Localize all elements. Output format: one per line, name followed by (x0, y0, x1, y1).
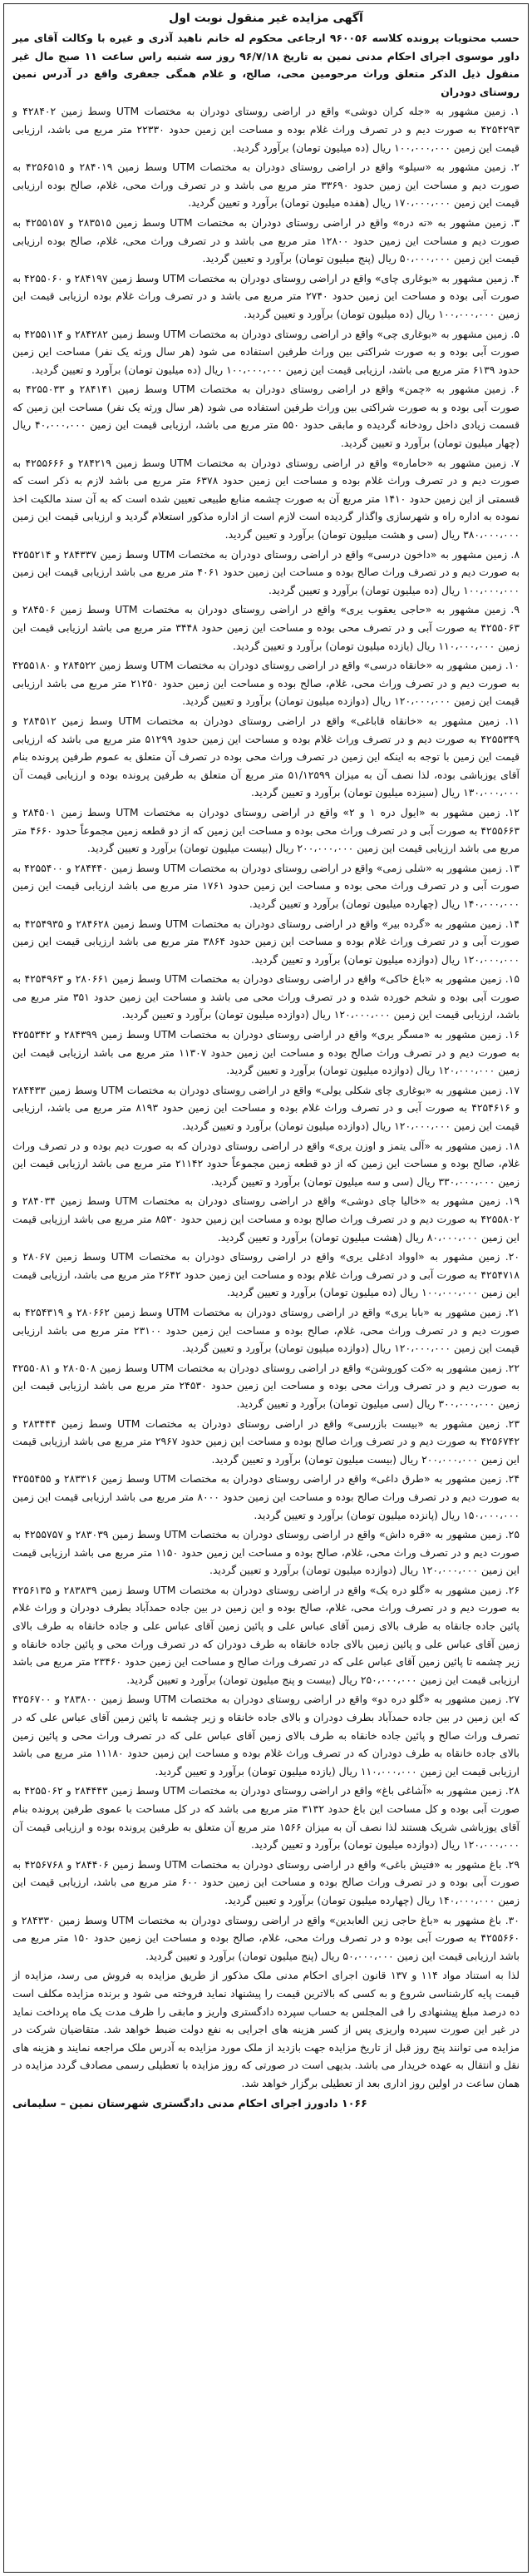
property-item: ۹. زمین مشهور به «حاجی یعقوب یری» واقع در اراضی روستای دودران به مختصات UTM وسط زمین ۲۸۴۵۰۶ و ۴۲۵۵۰۶۳ به صورت آبی و در تصرف محی بوده و مساحت این زمین حدود ۳۴۴۸ متر مربع می باشد ارزیابی قیمت این زمین ۱۱۰،۰۰۰،۰۰۰ ریال (یازده میلیون تومان) برآورد و تعیین گردید. (12, 603, 520, 652)
property-item: ۳۰. باغ مشهور به «باغ حاجی زین العابدین» واقع در اراضی روستای دودران به مختصات UTM وسط زمین ۲۸۴۳۳۰ و ۴۲۵۵۶۶۰ به صورت آبی بوده و در تصرف وراث محی، غلام، صالح بوده و مساحت این زمین حدود ۱۵۰ متر مربع می باشد ارزیابی قیمت این زمین ۵۰،۰۰۰،۰۰۰ ریال (پنج میلیون تومان) برآورد و تعیین گردید. (12, 1913, 520, 1962)
property-item: ۱۲. زمین مشهور به «ایول دره ۱ و ۲» واقع در اراضی روستای دودران به مختصات UTM وسط زمین ۲۸۴۵۰۱ و ۴۲۵۵۶۶۳ به صورت آبی و در تصرف وراث محی بوده و مساحت این زمین که از دو قطعه زمین مجموعاً حدود ۴۶۶۰ متر مربع می باشد ارزیابی قیمت این زمین ۲۰۰،۰۰۰،۰۰۰ ریال (بیست میلیون تومان) برآورد و تعیین گردید. (12, 805, 520, 855)
property-item: ۱۹. زمین مشهور به «خالیا چای دوشی» واقع در اراضی روستای دودران به مختصات UTM وسط زمین ۲۸۴۰۳۴ و ۴۲۵۵۸۰۲ به صورت دیم و در تصرف وراث صالح بوده و مساحت این زمین حدود ۸۵۳۰ متر مربع می باشد ارزیابی قیمت این زمین ۸۰،۰۰۰،۰۰۰ ریال (هشت میلیون تومان) برآورد و تعیین گردید. (12, 1194, 520, 1244)
property-item: ۱۱. زمین مشهور به «خانقاه قاباغی» واقع در اراضی روستای دودران به مختصات UTM وسط زمین ۲۸۴۵۱۲ و ۴۲۵۵۳۴۹ به صورت دیم و در تصرف وراث غلام بوده و مساحت این زمین حدود ۵۱۲۹۹ متر مربع می باشد که ارزیابی قیمت این زمین با توجه به اینکه این زمین در تصرف وراث محی بوده در تصرف آن متعلق به عموم طرفین پرونده بنام آقای یوزباشی بوده، لذا نصف آن به میزان ۵۱/۱۲۵۹۹ متر مربع آن متعلق به طرفین پرونده بوده و ارزیابی قیمت آن ۱۳۰،۰۰۰،۰۰۰ ریال (سیزده میلیون تومان) برآورد و تعیین گردید. (12, 714, 520, 799)
property-item: ۱۸. زمین مشهور به «آلی یتمز و اوزن یری» واقع در اراضی روستای دودران که به صورت دیم بوده و در تصرف وراث غلام، صالح بوده و مساحت این زمین که از دو قطعه زمین مجموعاً حدود ۲۱۱۴۲ متر مربع می باشد ارزیابی قیمت این زمین ۳۳۰،۰۰۰،۰۰۰ ریال (سی و سه میلیون تومان) برآورد و تعیین گردید. (12, 1139, 520, 1188)
property-item: ۲۱. زمین مشهور به «بابا یری» واقع در اراضی روستای دودران به مختصات UTM وسط زمین ۲۸۰۶۶۲ و ۴۲۵۴۳۱۹ به صورت دیم و در تصرف وراث محی، غلام، صالح بوده و مساحت این زمین حدود ۲۳۱۰۰ متر مربع می باشد ارزیابی قیمت این زمین ۱۲۰،۰۰۰،۰۰۰ ریال (دوازده میلیون تومان) برآورد و تعیین گردید. (12, 1305, 520, 1355)
property-item: ۴. زمین مشهور به «بوغاری چای» واقع در اراضی روستای دودران به مختصات UTM وسط زمین ۲۸۴۱۹۷ و ۴۲۵۵۰۶۰ به صورت آبی بوده و مساحت این زمین حدود ۲۷۴۰ متر مربع می باشد و در تصرف وراث غلام بوده ارزیابی قیمت این زمین ۱۰۰،۰۰۰،۰۰۰ ریال (ده میلیون تومان) برآورد و تعیین گردید. (12, 271, 520, 320)
property-item: ۱۳. زمین مشهور به «شلی زمی» واقع در اراضی روستای دودران به مختصات UTM وسط زمین ۲۸۴۴۴۰ و ۴۲۵۵۴۰۰ به صورت آبی و در تصرف وراث محی بوده و مساحت این زمین حدود ۱۷۶۱ متر مربع می باشد ارزیابی قیمت این زمین ۱۴۰،۰۰۰،۰۰۰ ریال (چهارده میلیون تومان) برآورد و تعیین گردید. (12, 861, 520, 910)
property-item: ۱۵. زمین مشهور به «باغ خاکی» واقع در اراضی روستای دودران به مختصات UTM وسط زمین ۲۸۰۶۶۱ و ۴۲۵۴۹۶۳ به صورت آبی بوده و شخم خورده شده و در تصرف وراث محی می باشد و مساحت این زمین حدود ۳۵۱ متر مربع می باشد، ارزیابی قیمت این زمین ۱۲۰،۰۰۰،۰۰۰ ریال (دوازده میلیون تومان) برآورد و تعیین گردید. (12, 972, 520, 1021)
property-item: ۲۸. زمین مشهور به «آشاغی باغ» واقع در اراضی روستای دودران به مختصات UTM وسط زمین ۲۸۴۴۴۳ و ۴۲۵۵۰۶۲ به صورت آبی بوده و کل مساحت این باغ حدود ۳۱۳۲ متر مربع می باشد که در کل مساحت با عموی طرفین پرونده بنام آقای یوزباشی شریک هستند لذا نصف آن به میزان ۱۵۶۶ متر مربع آن متعلق به طرفین پرونده بوده و ارزیابی قیمت آن ۱۲۰،۰۰۰،۰۰۰ ریال (دوازده میلیون تومان) برآورد و تعیین گردید. (12, 1784, 520, 1852)
property-item: ۵. زمین مشهور به «بوغاری چی» واقع در اراضی روستای دودران به مختصات UTM وسط زمین ۲۸۴۲۸۲ و ۴۲۵۵۱۱۴ به صورت آبی بوده و به صورت شراکتی بین وراث طرفین استفاده می شود (هر سال ورثه یک نفر) مساحت این زمین حدود ۶۱۳۹ متر مربع می باشد، ارزیابی قیمت این زمین ۱۰۰،۰۰۰،۰۰۰ ریال (ده میلیون تومان) برآورد و تعیین گردید. (12, 327, 520, 376)
property-item: ۲۶. زمین مشهور به «گلو دره یک» واقع در اراضی روستای دودران به مختصات UTM وسط زمین ۲۸۳۸۳۹ و ۴۲۵۶۱۳۵ به صورت دیم و در تصرف وراث محی، غلام، صالح بوده و این زمین در بین جاده حمدآباد بطرف دودران و وراث غلام پائین جاده جانقاه به طرف بالای زمین آقای عباس علی و پائین زمین آقای عباس علی و جاده خانقاه به طرف بالای زمین آقای عباس علی و پائین زمین بالای جاده خانقاه به طرف دودران که در تصرف وراث محی و پائین جاده خانقاه و زیر چشمه تا پائین زمین آقای عباس علی که در تصرف وراث صالح و مساحت این زمین حدود ۲۳۴۶۰ متر مربع می باشد ارزیابی قیمت این زمین ۲۵۰،۰۰۰،۰۰۰ ریال (بیست و پنج میلیون تومان) برآورد و تعیین گردید. (12, 1583, 520, 1686)
property-item: ۲۰. زمین مشهور به «اوواد ادغلی یری» واقع در اراضی روستای دودران به مختصات UTM وسط زمین ۲۸۰۶۷ و ۴۲۵۴۷۱۸ به صورت آبی و در تصرف وراث غلام بوده و مساحت این زمین حدود ۲۶۴۲ متر مربع می باشد، ارزیابی قیمت این زمین ۱۰۰،۰۰۰،۰۰۰ ریال (ده میلیون تومان) برآورد و تعیین گردید. (12, 1250, 520, 1299)
auction-terms: لذا به استناد مواد ۱۱۴ و ۱۳۷ قانون اجرای احکام مدنی ملک مذکور از طریق مزایده به فروش می رسد، مزایده از قیمت پایه کارشناسی شروع و به کسی که بالاترین قیمت را پیشنهاد نماید فروخته می شود و برنده مزایده مکلف است ده درصد مبلغ پیشنهادی را فی المجلس به حساب سپرده دادگستری واریز و مابقی را ظرف مدت یک ماه پرداخت نماید در غیر این صورت سپرده واریزی پس از کسر هزینه های اجرایی به نفع دولت ضبط خواهد شد. متقاضیان شرکت در مزایده می توانند پنج روز قبل از تاریخ مزایده جهت بازدید از ملک مورد مزایده به آدرس ملک مراجعه نمایند و هزینه های نقل و انتقال به عهده خریدار می باشد. بدیهی است در صورتی که روز مزایده با تعطیلی رسمی مصادف گردد مزایده در همان ساعت در اولین روز اداری بعد از تعطیلی برگزار خواهد شد. (12, 1969, 520, 2089)
property-item: ۱۶. زمین مشهور به «مسگر یری» واقع در اراضی روستای دودران به مختصات UTM وسط زمین ۲۸۴۳۹۹ و ۴۲۵۵۳۴۲ به صورت دیم و در تصرف وراث صالح بوده و مساحت این زمین حدود ۱۱۳۰۷ متر مربع می باشد ارزیابی قیمت این زمین ۱۲۰،۰۰۰،۰۰۰ ریال (دوازده میلیون تومان) برآورد و تعیین گردید. (12, 1028, 520, 1077)
property-item: ۸. زمین مشهور به «داخون درسی» واقع در اراضی روستای دودران به مختصات UTM وسط زمین ۲۸۴۳۳۷ و ۴۲۵۵۲۱۴ به صورت دیم و در تصرف وراث صالح بوده و مساحت این زمین حدود ۴۰۶۱ متر مربع می باشد ارزیابی قیمت این زمین ۱۰۰،۰۰۰،۰۰۰ ریال (ده میلیون تومان) برآورد و تعیین گردید. (12, 547, 520, 596)
property-item: ۲۷. زمین مشهور به «گلو دره دو» واقع در اراضی روستای دودران به مختصات UTM وسط زمین ۲۸۳۸۰۰ و ۴۲۵۶۷۰۰ که این زمین در بین جاده حمدآباد بطرف دودران و بالای جاده خانقاه و زیر چشمه تا پائین زمین آقای عباس علی که در تصرف وراث صالح و پائین جاده خانقاه به طرف بالای زمین آقای عباس علی که در تصرف وراث محی و پائین زمین بالای جاده خانقاه به طرف دودران که در تصرف وراث غلام بوده و مساحت این زمین حدود ۱۱۱۸۰ متر مربع می باشد ارزیابی قیمت این زمین ۱۱۰،۰۰۰،۰۰۰ ریال (یازده میلیون تومان) برآورد و تعیین گردید. (12, 1693, 520, 1777)
auction-notice (3, 3, 529, 2573)
property-item: ۱۰. زمین مشهور به «خانقاه درسی» واقع در اراضی روستای دودران به مختصات UTM وسط زمین ۲۸۴۵۲۲ و ۴۲۵۵۱۸۰ به صورت دیم و در تصرف وراث محی، غلام، صالح بوده و مساحت این زمین حدود ۲۱۲۵۰ متر مربع می باشد ارزیابی قیمت این زمین ۱۲۰،۰۰۰،۰۰۰ ریال (دوازده میلیون تومان) برآورد و تعیین گردید. (12, 659, 520, 708)
notice-title: آگهی مزایده غیر منقول نوبت اول (169, 12, 363, 25)
notice-signature: ۱۰۶۶ دادورز اجرای احکام مدنی دادگستری شهرستان نمین – سلیمانی (12, 2096, 367, 2109)
property-item: ۲۲. زمین مشهور به «کت کوروشن» واقع در اراضی روستای دودران به مختصات UTM وسط زمین ۲۸۰۵۰۸ و ۴۲۵۵۰۸۱ به صورت دیم و در تصرف وراث محی بوده و مساحت این زمین حدود ۲۴۵۳۰ متر مربع می باشد ارزیابی قیمت این زمین ۳۰۰،۰۰۰،۰۰۰ ریال (سی میلیون تومان) برآورد و تعیین گردید. (12, 1361, 520, 1410)
property-item: ۶. زمین مشهور به «چمن» واقع در اراضی روستای دودران به مختصات UTM وسط زمین ۲۸۴۱۴۱ و ۴۲۵۵۰۳۳ به صورت آبی بوده و به صورت شراکتی بین وراث طرفین استفاده می شود (هر سال ورثه یک نفر) مساحت این زمین که قسمت زیادی داخل رودخانه گردیده و مابقی حدود ۵۵۰ متر مربع می باشد، ارزیابی قیمت این زمین ۴۰،۰۰۰،۰۰۰ ریال (چهار میلیون تومان) برآورد و تعیین گردید. (12, 383, 520, 450)
property-item: ۷. زمین مشهور به «حاماره» واقع در اراضی روستای دودران به مختصات UTM وسط زمین ۲۸۴۲۱۹ و ۴۲۵۵۶۶۶ به صورت دیم و در تصرف وراث غلام بوده و مساحت این زمین حدود ۶۳۷۸ متر مربع می باشد لازم به ذکر است که قسمتی از این زمین حدود ۱۴۱۰ متر مربع آن به صورت چشمه منابع طبیعی تعیین شده است که به آن سند مالکیت اخذ نموده به اداره راه و شهرسازی واگذار گردیده است لازم است از اداره مذکور استعلام گردید و ارزیابی قیمت این زمین ۳۸۰،۰۰۰،۰۰۰ ریال (سی و هشت میلیون تومان) برآورد و تعیین گردید. (12, 456, 520, 541)
property-item: ۲. زمین مشهور به «سیلو» واقع در اراضی روستای دودران به مختصات UTM وسط زمین ۲۸۴۰۱۹ و ۴۲۵۶۵۱۵ به صورت دیم و مساحت این زمین حدود ۳۳۶۹۰ متر مربع می باشد و در تصرف وراث محی، غلام، صالح بوده ارزیابی قیمت این زمین ۱۷۰،۰۰۰،۰۰۰ ریال (هفده میلیون تومان) برآورد و تعیین گردید. (12, 161, 520, 210)
property-item: ۱۷. زمین مشهور به «بوغاری چای شکلی یولی» واقع در اراضی روستای دودران به مختصات UTM وسط زمین ۲۸۴۴۳۳ و ۴۲۵۴۶۱۶ به صورت آبی و در تصرف وراث غلام بوده و مساحت این زمین حدود ۸۱۹۳ متر مربع می باشد، ارزیابی قیمت این زمین ۱۲۰،۰۰۰،۰۰۰ ریال (دوازده میلیون تومان) برآورد و تعیین گردید. (12, 1083, 520, 1133)
notice-intro: حسب محتویات پرونده کلاسه ۹۶۰۰۵۶ ارجاعی محکوم له خانم ناهید آذری و غیره با وکالت آقای میر داور موسوی اجرای احکام مدنی نمین به تاریخ ۹۶/۷/۱۸ روز سه شنبه راس ساعت ۱۱ صبح مال غیر منقول ذیل الذکر متعلق وراث مرحومین محی، صالح، و غلام همگی جعفری واقع در آدرس نمین روستای دودران (12, 32, 520, 98)
property-item: ۱. زمین مشهور به «جله کران دوشی» واقع در اراضی روستای دودران به مختصات UTM وسط زمین ۴۲۸۴۰۲ و ۴۲۵۴۲۹۳ به صورت دیم و در تصرف وراث غلام بوده و مساحت این زمین حدود ۲۲۳۳۰ متر مربع می باشد، ارزیابی قیمت این زمین ۱۰۰،۰۰۰،۰۰۰ ریال (ده میلیون تومان) برآورد گردید. (12, 105, 520, 154)
property-item: ۳. زمین مشهور به «ته دره» واقع در اراضی روستای دودران به مختصات UTM وسط زمین ۲۸۳۵۱۵ و ۴۲۵۵۱۵۷ به صورت دیم و مساحت این زمین حدود ۱۲۸۰۰ متر مربع می باشد و در تصرف وراث محی، غلام، صالح بوده ارزیابی قیمت این زمین ۵۰،۰۰۰،۰۰۰ ریال (پنج میلیون تومان) برآورد و تعیین گردید. (12, 215, 520, 265)
property-item: ۲۹. باغ مشهور به «فتیش باغی» واقع در اراضی روستای دودران به مختصات UTM وسط زمین ۲۸۴۴۰۶ و ۴۲۵۶۷۶۸ به صورت آبی بوده و در تصرف وراث صالح بوده و مساحت این زمین حدود ۶۰۰ متر مربع می باشد، ارزیابی قیمت این زمین ۱۴۰،۰۰۰،۰۰۰ ریال (چهارده میلیون تومان) برآورد و تعیین گردید. (12, 1857, 520, 1906)
property-item: ۲۳. زمین مشهور به «بیست بازرسی» واقع در اراضی روستای دودران به مختصات UTM وسط زمین ۲۸۳۴۴۴ و ۴۲۵۶۷۴۲ به صورت دیم و در تصرف وراث صالح بوده و مساحت این زمین حدود ۲۹۶۷ متر مربع می باشد ارزیابی قیمت این زمین ۲۰۰،۰۰۰،۰۰۰ ریال (بیست میلیون تومان) برآورد و تعیین گردید. (12, 1417, 520, 1466)
property-item: ۲۵. زمین مشهور به «قره داش» واقع در اراضی روستای دودران به مختصات UTM وسط زمین ۲۸۳۰۳۹ و ۴۲۵۵۷۵۷ به صورت دیم و در تصرف وراث محی، غلام، صالح بوده و مساحت این زمین حدود ۱۱۵۰ متر مربع می باشد ارزیابی قیمت این زمین ۱۲۰،۰۰۰،۰۰۰ ریال (دوازده میلیون تومان) برآورد و تعیین گردید. (12, 1528, 520, 1577)
property-item: ۱۴. زمین مشهور به «گرده بیر» واقع در اراضی روستای دودران به مختصات UTM وسط زمین ۲۸۴۶۲۸ و ۴۲۵۴۹۳۵ به صورت آبی و در تصرف وراث غلام بوده و مساحت این زمین حدود ۳۸۶۴ متر مربع می باشد ارزیابی قیمت این زمین ۱۲۰،۰۰۰،۰۰۰ ریال (دوازده میلیون تومان) برآورد و تعیین گردید. (12, 917, 520, 966)
property-item: ۲۴. زمین مشهور به «طرق داغی» واقع در اراضی روستای دودران به مختصات UTM وسط زمین ۲۸۳۳۱۶ و ۴۲۵۵۴۵۵ به صورت دیم و در تصرف وراث صالح بوده و مساحت این زمین حدود ۸۰۰۰ متر مربع می باشد ارزیابی قیمت این زمین ۱۵۰،۰۰۰،۰۰۰ ریال (پانزده میلیون تومان) برآورد و تعیین گردید. (12, 1472, 520, 1521)
property-list (12, 102, 520, 1965)
